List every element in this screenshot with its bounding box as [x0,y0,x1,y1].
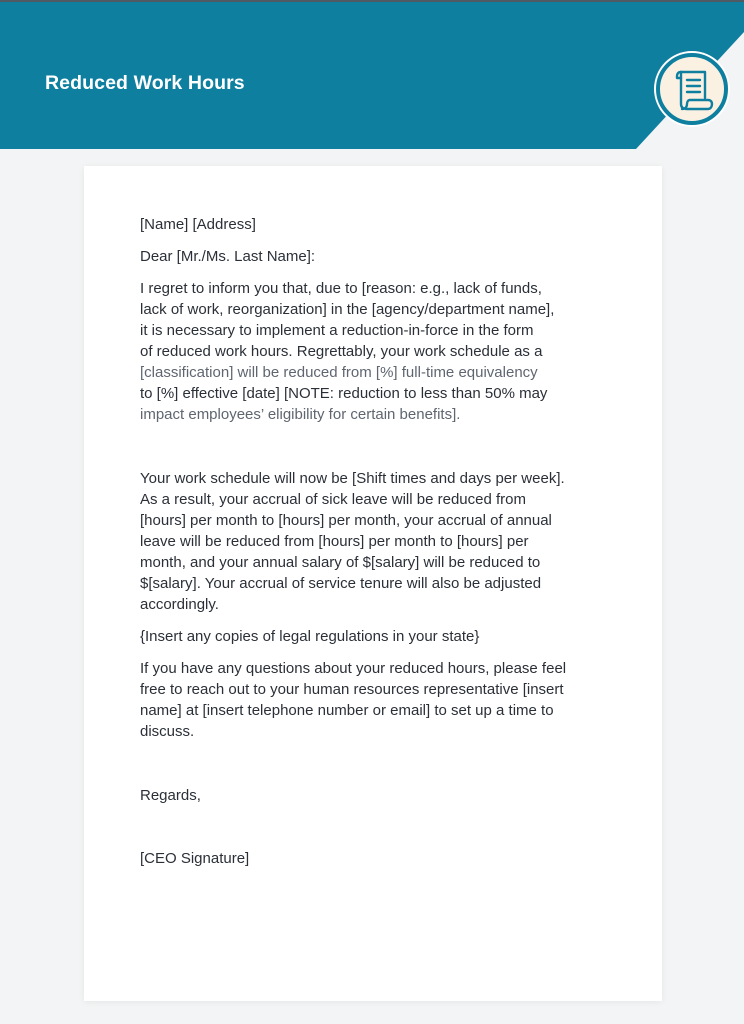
paragraph-line: discuss. [140,723,195,740]
paragraph-line: to [%] effective [date] [NOTE: reduction to less than 50% may [140,385,548,402]
paragraph-line: I regret to inform you that, due to [reason: e.g., lack of funds, [140,280,542,297]
letter-body [140,214,610,869]
paragraph-line: of reduced work hours. Regrettably, your work schedule as a [140,343,543,360]
paragraph-line: [hours] per month to [hours] per month, your accrual of annual [140,512,552,529]
closing: Regards, [140,787,201,804]
signature-line: [CEO Signature] [140,850,250,867]
paragraph-schedule [140,468,610,615]
page-title: Reduced Work Hours [45,72,245,94]
paragraph-line: name] at [insert telephone number or email] to set up a time to [140,702,554,719]
paragraph-line: $[salary]. Your accrual of service tenure will also be adjusted [140,575,542,592]
paragraph-line: lack of work, reorganization] in the [agency/department name], [140,301,555,318]
paragraph-line: it is necessary to implement a reduction-in-force in the form [140,322,534,339]
top-rule [0,0,744,2]
document-scroll-icon [674,68,714,112]
paragraph-line: If you have any questions about your reduced hours, please feel [140,660,567,677]
paragraph-line: month, and your annual salary of $[salary] will be reduced to [140,554,541,571]
legal-insert-note: {Insert any copies of legal regulations in your state} [140,628,480,645]
paragraph-line: As a result, your accrual of sick leave will be reduced from [140,491,526,508]
salutation: Dear [Mr./Ms. Last Name]: [140,248,316,265]
paragraph-line: free to reach out to your human resources representative [insert [140,681,564,698]
paragraph-line: [classification] will be reduced from [%] full-time equivalency [140,364,538,381]
document-badge [656,53,728,125]
paragraph-line: leave will be reduced from [hours] per month to [hours] per [140,533,529,550]
paragraph-line: impact employees’ eligibility for certain benefits]. [140,406,461,423]
paragraph-line: accordingly. [140,596,219,613]
paragraph-questions [140,658,610,742]
recipient-address: [Name] [Address] [140,216,256,233]
paragraph-line: Your work schedule will now be [Shift times and days per week]. [140,470,565,487]
paragraph-reason [140,278,610,425]
letter-page [84,166,662,1001]
